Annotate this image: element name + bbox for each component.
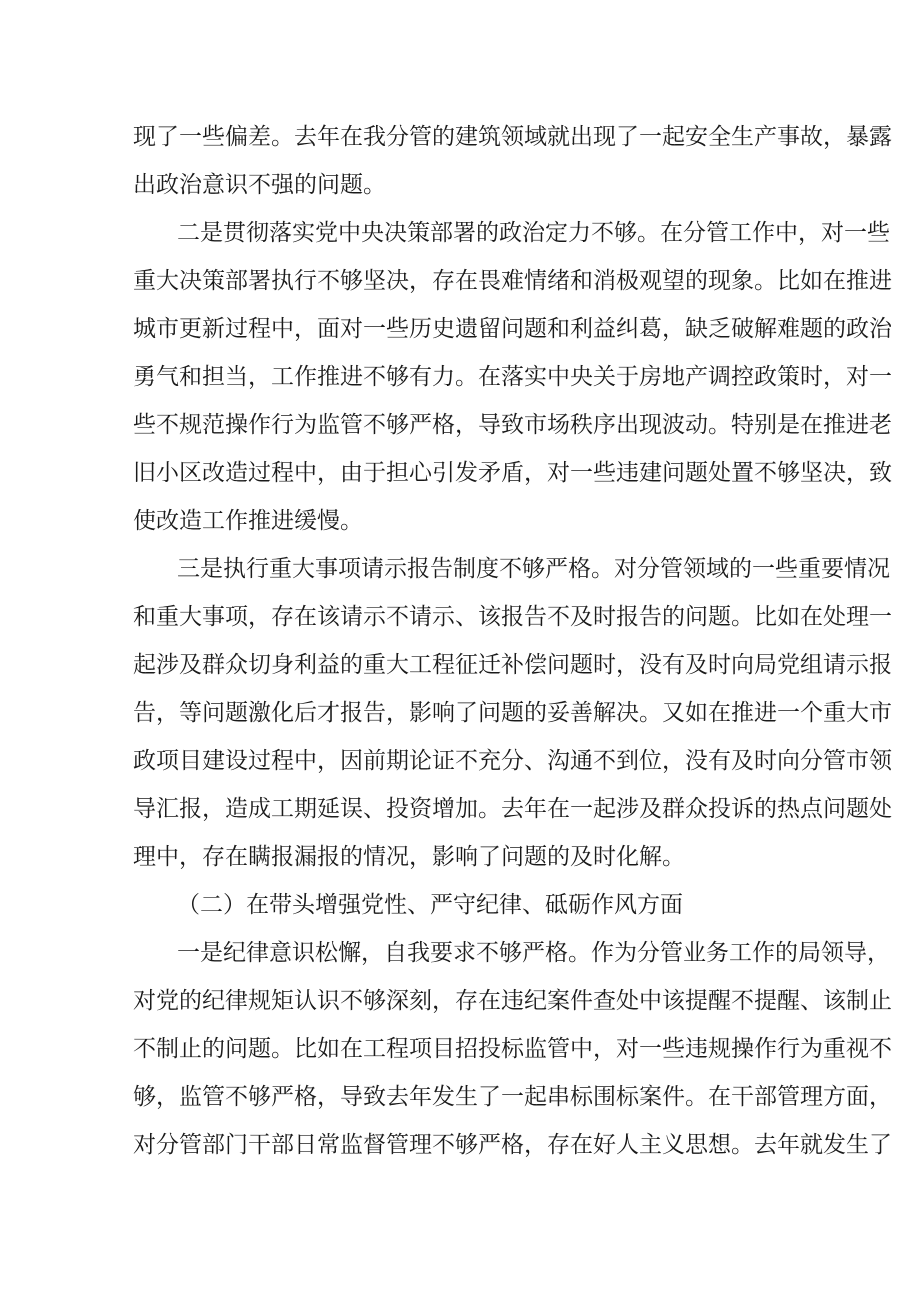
text-line: 一是纪律意识松懈，自我要求不够严格。作为分管业务工作的局领导，: [177, 940, 890, 966]
text-line: 不制止的问题。比如在工程项目招投标监管中，对一些违规操作行为重视不: [133, 1036, 892, 1062]
text-line: 些不规范操作行为监管不够严格，导致市场秩序出现波动。特别是在推进老: [133, 412, 892, 438]
text-line: 告，等问题激化后才报告，影响了问题的妥善解决。又如在推进一个重大市: [133, 700, 892, 726]
text-line: 勇气和担当，工作推进不够有力。在落实中央关于房地产调控政策时，对一: [133, 364, 892, 390]
text-line: 旧小区改造过程中，由于担心引发矛盾，对一些违建问题处置不够坚决，致: [133, 460, 892, 486]
text-line: 城市更新过程中，面对一些历史遗留问题和利益纠葛，缺乏破解难题的政治: [133, 316, 892, 342]
text-line: 和重大事项，存在该请示不请示、该报告不及时报告的问题。比如在处理一: [133, 604, 892, 630]
text-line: 使改造工作推进缓慢。: [133, 508, 363, 534]
text-line: 理中，存在瞒报漏报的情况，影响了问题的及时化解。: [133, 844, 685, 870]
text-line: 够，监管不够严格，导致去年发生了一起串标围标案件。在干部管理方面，: [133, 1084, 892, 1110]
text-line: 三是执行重大事项请示报告制度不够严格。对分管领域的一些重要情况: [177, 556, 890, 582]
text-line: 二是贯彻落实党中央决策部署的政治定力不够。在分管工作中，对一些: [177, 220, 890, 246]
text-line: 起涉及群众切身利益的重大工程征迁补偿问题时，没有及时向局党组请示报: [133, 652, 892, 678]
text-line: 现了一些偏差。去年在我分管的建筑领域就出现了一起安全生产事故，暴露: [133, 124, 892, 150]
text-line: 出政治意识不强的问题。: [133, 172, 386, 198]
text-line: 对分管部门干部日常监督管理不够严格，存在好人主义思想。去年就发生了: [133, 1132, 892, 1158]
section-heading: （二）在带头增强党性、严守纪律、砥砺作风方面: [177, 892, 683, 918]
text-line: 政项目建设过程中，因前期论证不充分、沟通不到位，没有及时向分管市领: [133, 748, 892, 774]
text-line: 导汇报，造成工期延误、投资增加。去年在一起涉及群众投诉的热点问题处: [133, 796, 892, 822]
text-line: 重大决策部署执行不够坚决，存在畏难情绪和消极观望的现象。比如在推进: [133, 268, 892, 294]
document-body: [133, 113, 892, 1169]
text-line: 对党的纪律规矩认识不够深刻，存在违纪案件查处中该提醒不提醒、该制止: [133, 988, 892, 1014]
